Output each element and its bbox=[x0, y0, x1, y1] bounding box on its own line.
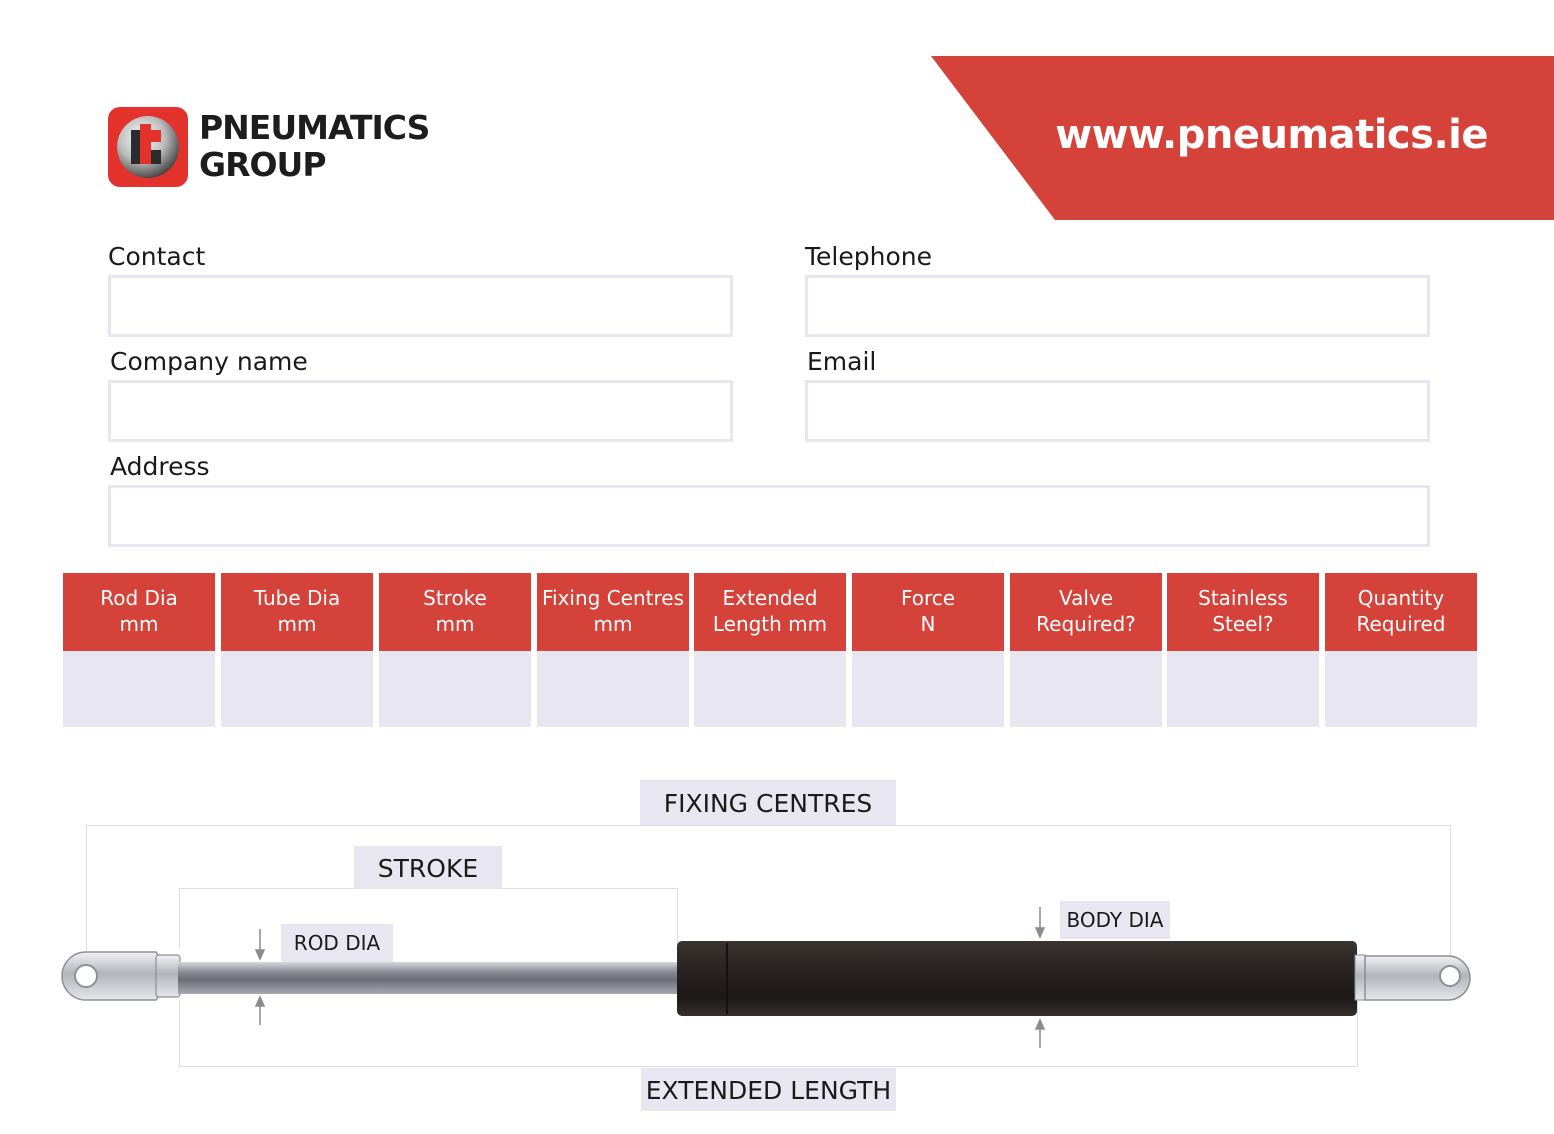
extended-length-label: EXTENDED LENGTH bbox=[641, 1068, 896, 1111]
table-header: Tube Dia mm bbox=[221, 573, 373, 651]
table-header: Rod Dia mm bbox=[63, 573, 215, 651]
table-header: Fixing Centres mm bbox=[537, 573, 689, 651]
contact-label: Contact bbox=[108, 242, 206, 271]
left-eyelet-fitting bbox=[62, 952, 180, 1000]
brand-line1: PNEUMATICS bbox=[199, 108, 430, 147]
address-label: Address bbox=[110, 452, 210, 481]
website-link[interactable]: www.pneumatics.ie bbox=[1055, 112, 1488, 158]
telephone-label: Telephone bbox=[805, 242, 932, 271]
fixing-centres-label: FIXING CENTRES bbox=[640, 780, 896, 825]
rod-dia-label: ROD DIA bbox=[281, 924, 393, 962]
right-eyelet-fitting bbox=[1365, 956, 1470, 1000]
brand-line2: GROUP bbox=[199, 145, 326, 184]
body-tube bbox=[677, 941, 1365, 1016]
piston-rod bbox=[178, 962, 680, 994]
table-header: Extended Length mm bbox=[694, 573, 846, 651]
stroke-label: STROKE bbox=[354, 846, 502, 889]
company-name-label: Company name bbox=[110, 347, 308, 376]
table-header: Valve Required? bbox=[1010, 573, 1162, 651]
body-dia-label: BODY DIA bbox=[1060, 901, 1170, 939]
table-header: Stainless Steel? bbox=[1167, 573, 1319, 651]
table-header: Stroke mm bbox=[379, 573, 531, 651]
table-header: Force N bbox=[852, 573, 1004, 651]
table-header: Quantity Required bbox=[1325, 573, 1477, 651]
email-label: Email bbox=[807, 347, 877, 376]
